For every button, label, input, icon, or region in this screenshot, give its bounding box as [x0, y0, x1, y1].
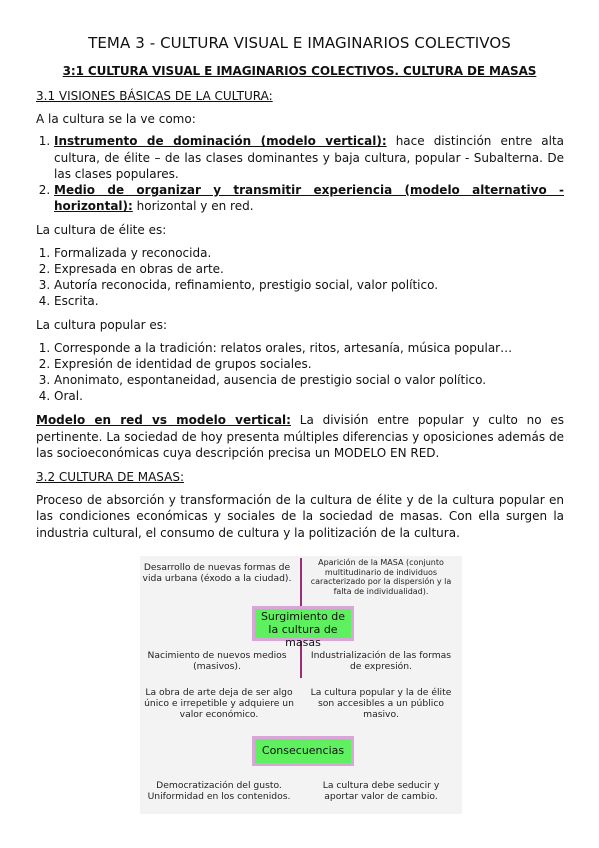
- list-item: 4. Escrita.: [54, 293, 564, 309]
- consequences-box: Consecuencias: [252, 736, 354, 766]
- model-text: hace distinción entre alta cultura, de élite – de las clases dominantes y baja cultura, popular - Subalterna. De las clases populares.: [54, 134, 565, 181]
- network-text: La división entre popular y culto no es pertinente. La sociedad de hoy presenta múltiples diferencias y oposiciones además de las socioeconómicas cuya descripción precisa un MODELO EN RED.: [36, 413, 565, 460]
- diagram-note-low-right: La cultura popular y la de élite son accesibles a un público masivo.: [310, 687, 452, 720]
- network-paragraph: [36, 412, 564, 461]
- network-term: Modelo en red vs modelo vertical:: [36, 413, 291, 428]
- list-item: 2. Expresión de identidad de grupos sociales.: [54, 356, 564, 372]
- diagram-note-low-left: La obra de arte deja de ser algo único e irrepetible y adquiere un valor económico.: [144, 687, 294, 720]
- model-term: Instrumento de dominación (modelo vertical):: [54, 134, 387, 149]
- center-box: Surgimiento de la cultura de masas: [252, 606, 354, 641]
- document-title: TEMA 3 - CULTURA VISUAL E IMAGINARIOS COLECTIVOS: [88, 34, 511, 52]
- diagram-note-mid-right: Industrialización de las formas de expresión.: [310, 650, 452, 672]
- connector-line: [300, 558, 302, 606]
- popular-intro: La cultura popular es:: [36, 318, 168, 333]
- list-item: 2. Expresada en obras de arte.: [54, 261, 564, 277]
- model-item: [54, 182, 564, 214]
- list-item: 4. Oral.: [54, 388, 564, 404]
- models-list: [36, 133, 564, 214]
- document-body: [36, 88, 564, 547]
- diagram-note-top-right: Aparición de la MASA (conjunto multitudinario de individuos caracterizado por la dispersión y la falta de individualidad).: [310, 558, 452, 596]
- list-item: 1. Corresponde a la tradición: relatos orales, ritos, artesanía, música popular…: [54, 340, 564, 356]
- popular-list: [36, 340, 564, 405]
- diagram-note-mid-left: Nacimiento de nuevos medios (masivos).: [147, 650, 287, 672]
- list-item: 3. Autoría reconocida, refinamiento, prestigio social, valor político.: [54, 277, 564, 293]
- section2-heading: 3.2 CULTURA DE MASAS:: [36, 470, 184, 485]
- section1-intro: A la cultura se la ve como:: [36, 112, 196, 127]
- list-item: 1. Formalizada y reconocida.: [54, 245, 564, 261]
- section2-paragraph: Proceso de absorción y transformación de la cultura de élite y de la cultura popular en las condiciones económicas y sociales de la sociedad de masas. Con ella surgen la industria cultural, el consumo de cultura y la politización de la cultura.: [36, 493, 564, 540]
- section-title: 3:1 CULTURA VISUAL E IMAGINARIOS COLECTIVOS. CULTURA DE MASAS: [62, 64, 537, 78]
- mass-culture-diagram: [140, 556, 462, 814]
- model-item: [54, 133, 564, 182]
- model-term: Medio de organizar y transmitir experiencia (modelo alternativo - horizontal):: [54, 183, 564, 214]
- elite-list: [36, 245, 564, 310]
- model-text: horizontal y en red.: [132, 199, 254, 214]
- diagram-note-bottom-right: La cultura debe seducir y aportar valor de cambio.: [322, 780, 440, 802]
- elite-intro: La cultura de élite es:: [36, 223, 167, 238]
- diagram-note-bottom-left: Democratización del gusto. Uniformidad en los contenidos.: [147, 780, 291, 802]
- list-item: 3. Anonimato, espontaneidad, ausencia de prestigio social o valor político.: [54, 372, 564, 388]
- diagram-note-top-left: Desarrollo de nuevas formas de vida urbana (éxodo a la ciudad).: [142, 562, 292, 584]
- section1-heading: 3.1 VISIONES BÁSICAS DE LA CULTURA:: [36, 89, 273, 103]
